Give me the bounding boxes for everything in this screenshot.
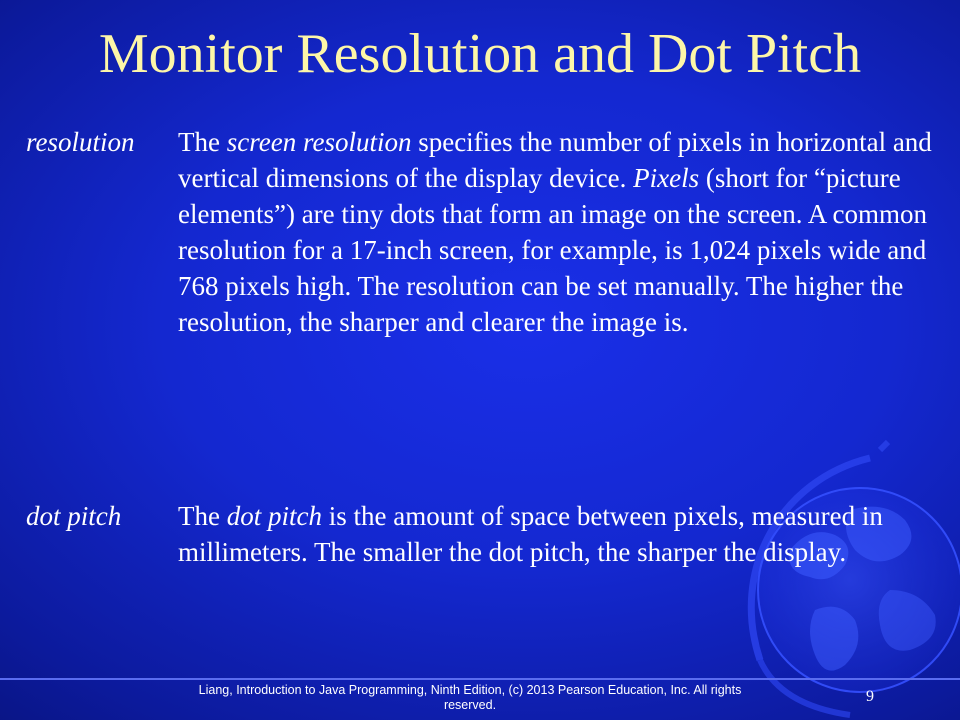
footer-divider: [0, 678, 960, 680]
page-number: 9: [866, 688, 874, 705]
definition-emphasis: screen resolution: [226, 127, 412, 157]
slide-title: Monitor Resolution and Dot Pitch: [98, 23, 862, 85]
definition-text: specifies the number of pixels in horizontal and vertical dimensions of the display device.: [178, 127, 932, 193]
definition-resolution: [178, 124, 948, 340]
term-resolution: resolution: [26, 127, 135, 157]
definition-emphasis: Pixels: [633, 163, 700, 193]
definition-text: is the amount of space between pixels, measured in millimeters. The smaller the dot pitch, the sharper the display.: [178, 501, 883, 567]
definition-text: The: [178, 127, 227, 157]
definition-dot-pitch: [178, 498, 948, 570]
footer-copyright: Liang, Introduction to Java Programming, Ninth Edition, (c) 2013 Pearson Education, Inc. All rights reserved.: [198, 683, 742, 712]
definition-emphasis: dot pitch: [226, 501, 322, 531]
definition-text: The: [178, 501, 227, 531]
term-dot-pitch: dot pitch: [26, 501, 122, 531]
definition-text: (short for “picture elements”) are tiny dots that form an image on the screen. A common resolution for a 17-inch screen, for example, is 1,024 pixels wide and 768 pixels high. The resolution can be set manually. The higher the resolution, the sharper and clearer the image is.: [178, 163, 928, 337]
